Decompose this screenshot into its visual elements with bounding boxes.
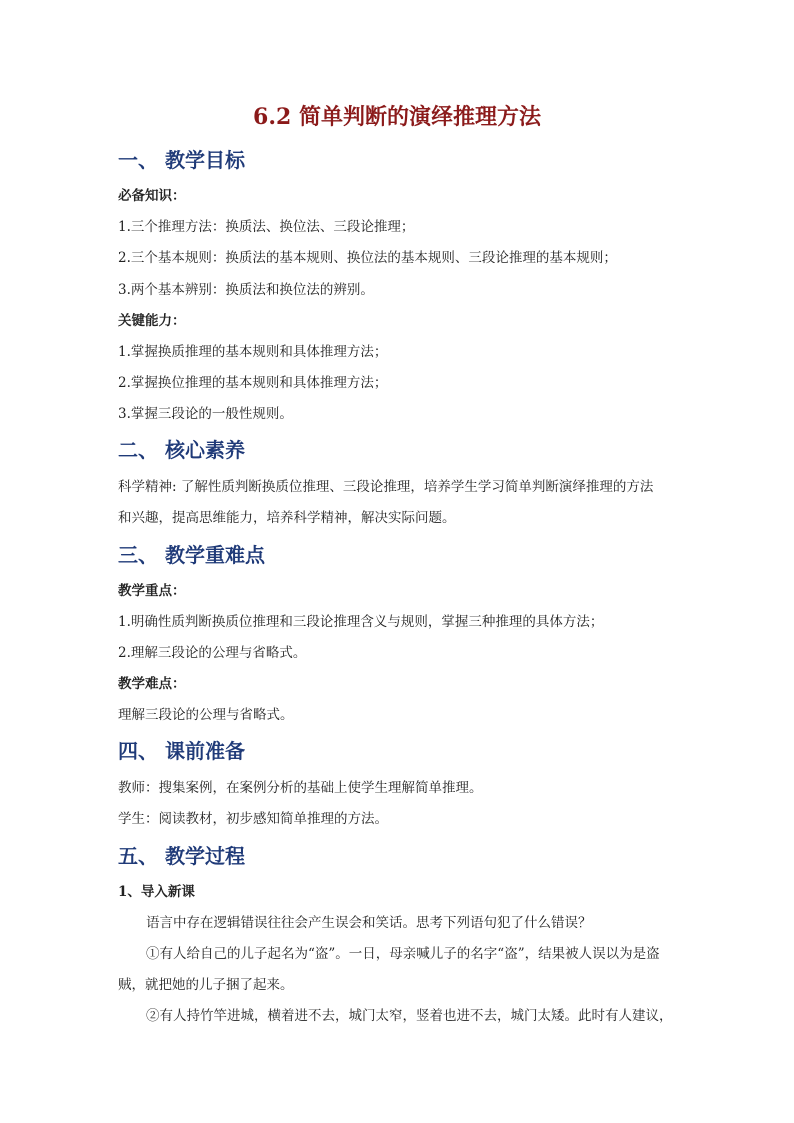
paragraph-line: 1.掌握换质推理的基本规则和具体推理方法； bbox=[118, 344, 388, 360]
section-heading-core-literacy: 二、 核心素养 bbox=[118, 438, 245, 462]
paragraph-line: 和兴趣，提高思维能力，培养科学精神，解决实际问题。 bbox=[118, 510, 456, 526]
paragraph-line: 1.三个推理方法：换质法、换位法、三段论推理； bbox=[118, 219, 415, 235]
paragraph-line: 科学精神: 了解性质判断换质位推理、三段论推理，培养学生学习简单判断演绎推理的方法 bbox=[118, 479, 654, 495]
paragraph-line: 2.掌握换位推理的基本规则和具体推理方法； bbox=[118, 375, 388, 391]
paragraph-line: 3.两个基本辨别：换质法和换位法的辨别。 bbox=[118, 282, 374, 298]
section-heading-process: 五、 教学过程 bbox=[118, 844, 245, 868]
paragraph-line: 语言中存在逻辑错误往往会产生误会和笑话。思考下列语句犯了什么错误？ bbox=[146, 915, 592, 931]
paragraph-line: 3.掌握三段论的一般性规则。 bbox=[118, 406, 293, 422]
paragraph-line: 贼，就把她的儿子捆了起来。 bbox=[118, 977, 294, 993]
subheading-key-abilities: 关键能力： bbox=[118, 313, 186, 329]
subheading-focus: 教学重点： bbox=[118, 583, 186, 599]
section-heading-key-points: 三、 教学重难点 bbox=[118, 543, 265, 567]
paragraph-line: 1.明确性质判断换质位推理和三段论推理含义与规则，掌握三种推理的具体方法； bbox=[118, 614, 604, 630]
paragraph-line: 学生：阅读教材，初步感知简单推理的方法。 bbox=[118, 811, 388, 827]
paragraph-line: ②有人持竹竿进城，横着进不去，城门太窄，竖着也进不去，城门太矮。此时有人建议， bbox=[146, 1008, 673, 1024]
paragraph-line: 2.三个基本规则：换质法的基本规则、换位法的基本规则、三段论推理的基本规则； bbox=[118, 250, 617, 266]
subheading-difficulty: 教学难点： bbox=[118, 676, 186, 692]
section-heading-preparation: 四、 课前准备 bbox=[118, 739, 245, 763]
paragraph-line: ①有人给自己的儿子起名为“盗”。一日，母亲喊儿子的名字“盗”，结果被人误以为是盗 bbox=[146, 946, 660, 962]
paragraph-line: 理解三段论的公理与省略式。 bbox=[118, 707, 294, 723]
section-heading-objectives: 一、 教学目标 bbox=[118, 148, 245, 172]
subheading-required-knowledge: 必备知识： bbox=[118, 188, 186, 204]
subheading-introduction: 1、导入新课 bbox=[118, 884, 195, 900]
paragraph-line: 教师：搜集案例，在案例分析的基础上使学生理解简单推理。 bbox=[118, 780, 483, 796]
document-title: 6.2 简单判断的演绎推理方法 bbox=[253, 104, 541, 130]
paragraph-line: 2.理解三段论的公理与省略式。 bbox=[118, 645, 307, 661]
